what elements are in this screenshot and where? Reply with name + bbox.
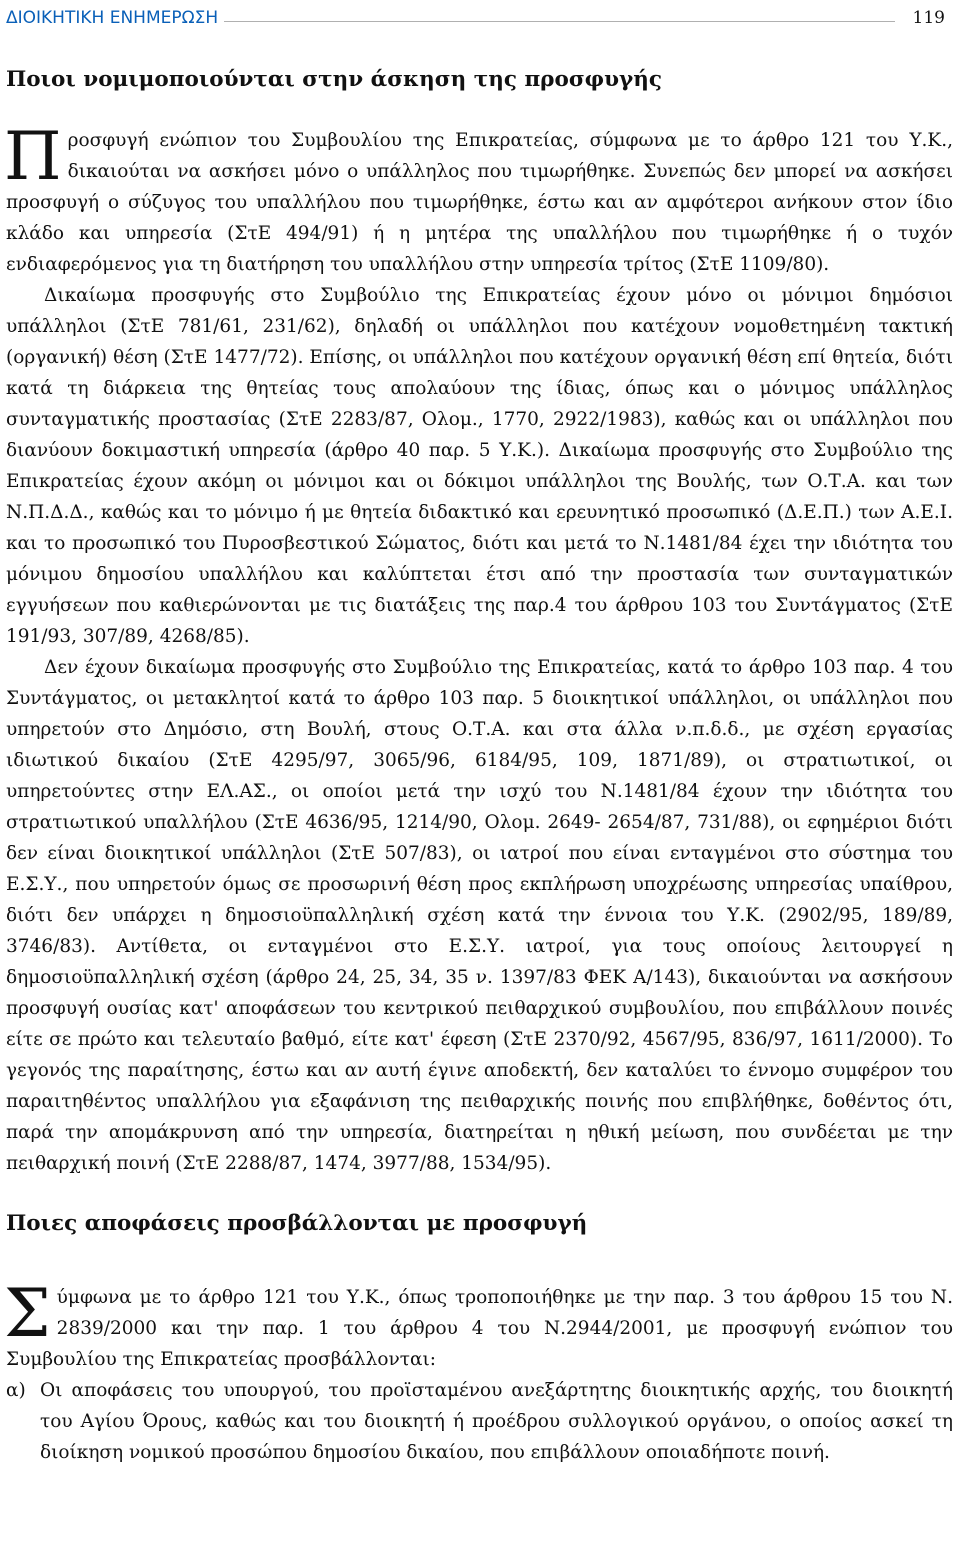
list-item-text: Οι αποφάσεις του υπουργού, του προϊσταμένου ανεξάρτητης διοικητικής αρχής, του διοικητή του Αγίου Όρους, καθώς και του διοικητή ή προέδρου συλλογικού οργάνου, ο οποίος ασκεί τη διοίκηση νομικού προσώπου δημοσίου δικαίου, που επιβάλλουν οποιαδήποτε ποινή. (40, 1380, 953, 1463)
paragraph-text: ροσφυγή ενώπιον του Συμβουλίου της Επικρατείας, σύμφωνα με το άρθρο 121 του Υ.Κ., δικαιούται να ασκήσει μόνο ο υπάλληλος που τιμωρήθηκε. Συνεπώς δεν μπορεί να ασκήσει προσφυγή ο σύζυγος του υπαλλήλου που τιμωρήθηκε, έστω και αν αμφότεροι ανήκουν στον ίδιο κλάδο και υπηρεσία (ΣτΕ 494/91) ή η μητέρα της υπαλλήλου που τιμωρήθηκε ή ο τυχόν ενδιαφερόμενος για τη διατήρηση του υπαλλήλου στην υπηρεσία τρίτος (ΣτΕ 1109/80). (6, 130, 953, 275)
paragraph-text: ύμφωνα με το άρθρο 121 του Υ.Κ., όπως τροποποιήθηκε με την παρ. 3 του άρθρου 15 του Ν. 2839/2000 και την παρ. 1 του άρθρου 4 του Ν.2944/2001, με προσφυγή ενώπιον του Συμβουλίου της Επικρατείας προσβάλλονται: (6, 1287, 953, 1370)
section-heading: Ποιοι νομιμοποιούνται στην άσκηση της προσφυγής (6, 67, 662, 92)
list-item (6, 1375, 953, 1468)
section-heading: Ποιες αποφάσεις προσβάλλονται με προσφυγή (6, 1211, 588, 1236)
drop-cap: Π (4, 118, 62, 195)
header-rule (224, 21, 894, 22)
paragraph (4, 1275, 953, 1375)
paragraph (4, 118, 953, 280)
drop-cap: Σ (4, 1275, 51, 1352)
page-number: 119 (912, 8, 945, 28)
paragraph: Δικαίωμα προσφυγής στο Συμβούλιο της Επικρατείας έχουν μόνο οι μόνιμοι δημόσιοι υπάλληλοι (ΣτΕ 781/61, 231/62), δηλαδή οι υπάλληλοι που κατέχουν νομοθετημένη τακτική (οργανική) θέση (ΣτΕ 1477/72). Επίσης, οι υπάλληλοι που κατέχουν οργανική θέση επί θητεία, διότι κατά τη διάρκεια της θητείας τους απολαύουν της ίδιας, όπως και ο μόνιμος υπάλληλος συνταγματικής προστασίας (ΣτΕ 2283/87, Ολομ., 1770, 2922/1983), καθώς και οι υπάλληλοι που διανύουν δοκιμαστική υπηρεσία (άρθρο 40 παρ. 5 Υ.Κ.). Δικαίωμα προσφυγής στο Συμβούλιο της Επικρατείας έχουν ακόμη οι μόνιμοι και οι δόκιμοι υπάλληλοι της Βουλής, των Ο.Τ.Α. και των Ν.Π.Δ.Δ., καθώς και το μόνιμο ή με θητεία διδακτικό και ερευνητικό προσωπικό (Δ.Ε.Π.) των Α.Ε.Ι. και το προσωπικό του Πυροσβεστικού Σώματος, διότι και μετά το Ν.1481/84 έχει την ιδιότητα του μόνιμου δημοσίου υπαλλήλου και καλύπτεται έτσι από την προστασία των συνταγματικών εγγυήσεων που καθιερώνονται με τις διατάξεις της παρ.4 του άρθρου 103 του Συντάγματος (ΣτΕ 191/93, 307/89, 4268/85). (6, 285, 953, 647)
running-header-title: ΔΙΟΙΚΗΤΙΚΗ ΕΝΗΜΕΡΩΣΗ (6, 8, 219, 28)
list-marker: α) (6, 1380, 26, 1401)
paragraph: Δεν έχουν δικαίωμα προσφυγής στο Συμβούλιο της Επικρατείας, κατά το άρθρο 103 παρ. 4 του Συντάγματος, οι μετακλητοί κατά το άρθρο 103 παρ. 5 διοικητικοί υπάλληλοι, οι υπάλληλοι που υπηρετούν στο Δημόσιο, στη Βουλή, στους Ο.Τ.Α. και στα άλλα ν.π.δ.δ., με σχέση εργασίας ιδιωτικού δικαίου (ΣτΕ 4295/97, 3065/96, 6184/95, 109, 1871/89), οι στρατιωτικοί, οι υπηρετούντες στην ΕΛ.ΑΣ., οι οποίοι μετά την ισχύ του Ν.1481/84 έχουν την ιδιότητα του στρατιωτικού υπαλλήλου (ΣτΕ 4636/95, 1214/90, Ολομ. 2649- 2654/87, 731/88), οι εφημέριοι διότι δεν είναι διοικητικοί υπάλληλοι (ΣτΕ 507/83), οι ιατροί που είναι ενταγμένοι στο σύστημα του Ε.Σ.Υ., που υπηρετούν όμως σε προσωρινή θέση προς εκπλήρωση υποχρέωσης υπηρεσίας υπαίθρου, διότι δεν υπάρχει η δημοσιοϋπαλληλική σχέση κατά την έννοια του Υ.Κ. (2902/95, 189/89, 3746/83). Αντίθετα, οι ενταγμένοι στο Ε.Σ.Υ. ιατροί, για τους οποίους λειτουργεί η δημοσιοϋπαλληλική σχέση (άρθρο 24, 25, 34, 35 ν. 1397/83 ΦΕΚ Α/143), δικαιούνται να ασκήσουν προσφυγή ουσίας κατ' αποφάσεων του κεντρικού πειθαρχικού συμβουλίου, που επιβάλλουν ποινές είτε σε πρώτο και τελευταίο βαθμό, είτε κατ' έφεση (ΣτΕ 2370/92, 4567/95, 836/97, 1611/2000). Το γεγονός της παραίτησης, έστω και αν αυτή έγινε αποδεκτή, δεν καταλύει το έννομο συμφέρον του παραιτηθέντος υπαλλήλου για εξαφάνιση της πειθαρχικής ποινής που επιβλήθηκε, δοθέντος ότι, παρά την απομάκρυνση από την υπηρεσία, διατηρείται η ηθική μείωση, που συνδέεται με την πειθαρχική ποινή (ΣτΕ 2288/87, 1474, 3977/88, 1534/95). (6, 657, 953, 1174)
running-header (6, 0, 953, 28)
